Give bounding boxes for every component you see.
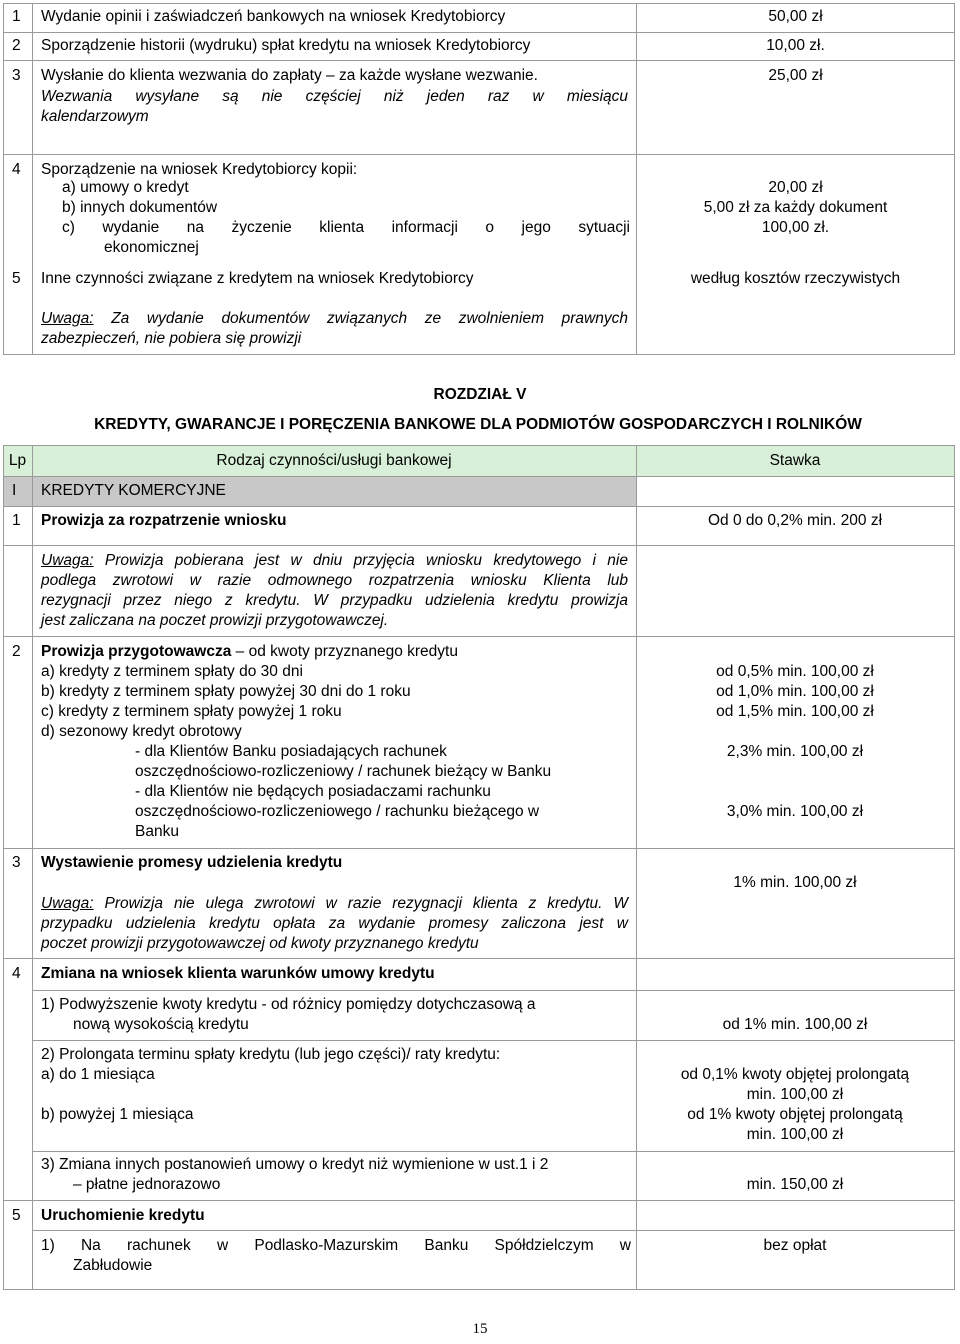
- row-number: 5: [12, 270, 21, 287]
- sub-item: 2) Prolongata terminu spłaty kredytu (lub jego części)/ raty kredytu:: [41, 1046, 501, 1063]
- sub-item: – płatne jednorazowo: [73, 1176, 221, 1193]
- rate-text: min. 100,00 zł: [746, 1126, 844, 1143]
- rate-text: od 1% min. 100,00 zł: [722, 1016, 868, 1033]
- group-number: I: [12, 482, 17, 499]
- service-title-rest: – od kwoty przyznanego kredytu: [235, 643, 458, 660]
- rate-text: 100,00 zł.: [761, 219, 830, 236]
- rate-text: od 0,5% min. 100,00 zł: [716, 663, 874, 680]
- sub-item: Banku: [135, 823, 179, 840]
- list-item: ekonomicznej: [104, 239, 199, 256]
- row-number: 4: [12, 965, 21, 982]
- rate-text: 1% min. 100,00 zł: [733, 874, 857, 891]
- list-item: c) kredyty z terminem spłaty powyżej 1 roku: [41, 703, 342, 720]
- sub-item: nową wysokością kredytu: [73, 1016, 249, 1033]
- note-line: rezygnacji przez niego z kredytu. W przypadku udzielenia kredytu prowizja: [41, 592, 628, 609]
- rate-text: od 1,5% min. 100,00 zł: [716, 703, 874, 720]
- rate-text: od 0,1% kwoty objętej prolongatą: [680, 1066, 910, 1083]
- service-title: Wystawienie promesy udzielenia kredytu: [41, 854, 343, 871]
- sub-item: a) do 1 miesiąca: [41, 1066, 155, 1083]
- rate-text: min. 100,00 zł: [746, 1086, 844, 1103]
- sub-item: oszczędnościowo-rozliczeniowego / rachunku bieżącego w: [135, 803, 540, 820]
- row-number: 1: [12, 8, 21, 25]
- note-line: zabezpieczeń, nie pobiera się prowizji: [41, 330, 302, 347]
- rate-text: 3,0% min. 100,00 zł: [726, 803, 864, 820]
- note-line: poczet prowizji przygotowawczej od kwoty przyznanego kredytu: [41, 935, 479, 952]
- rate-text: 25,00 zł: [768, 67, 823, 84]
- rate-text: od 1% kwoty objętej prolongatą: [687, 1106, 903, 1123]
- section-subtitle: KREDYTY, GWARANCJE I PORĘCZENIA BANKOWE DLA PODMIOTÓW GOSPODARCZYCH I ROLNIKÓW: [94, 416, 862, 433]
- note-line: [41, 551, 628, 571]
- list-item: d) sezonowy kredyt obrotowy: [41, 723, 242, 740]
- rate-text: 50,00 zł: [768, 8, 823, 25]
- service-title-bold: Prowizja przygotowawcza: [41, 643, 232, 660]
- sub-item: Zabłudowie: [73, 1257, 153, 1274]
- note-label: Uwaga:: [41, 552, 94, 569]
- service-title: Zmiana na wniosek klienta warunków umowy kredytu: [41, 965, 435, 982]
- row-number: 5: [12, 1207, 21, 1224]
- note-label: Uwaga:: [41, 310, 94, 327]
- note-line: jest zaliczana na poczet prowizji przygotowawczej.: [41, 612, 389, 629]
- note-label: Uwaga:: [41, 895, 94, 912]
- service-text: Wysłanie do klienta wezwania do zapłaty – za każde wysłane wezwanie.: [41, 67, 538, 84]
- rate-text: 10,00 zł.: [766, 37, 825, 54]
- sub-item: b) powyżej 1 miesiąca: [41, 1106, 194, 1123]
- rate-text: według kosztów rzeczywistych: [690, 270, 901, 287]
- sub-item: 1) Podwyższenie kwoty kredytu - od różnicy pomiędzy dotychczasową a: [41, 996, 536, 1013]
- note-line: podlega zwrotowi w razie odmownego rozpatrzenia wniosku Klienta lub: [41, 572, 628, 589]
- service-text: Sporządzenie historii (wydruku) spłat kredytu na wniosek Kredytobiorcy: [41, 37, 531, 54]
- sub-item: - dla Klientów Banku posiadających rachunek: [135, 743, 447, 760]
- rate-text: bez opłat: [763, 1237, 827, 1254]
- rate-text: 20,00 zł: [768, 179, 823, 196]
- row-number: 1: [12, 512, 21, 529]
- header-lp: Lp: [8, 452, 27, 469]
- page-number: 15: [472, 1321, 488, 1337]
- sub-item: 1) Na rachunek w Podlasko-Mazurskim Banku Spółdzielczym w: [41, 1237, 631, 1254]
- rate-text: od 1,0% min. 100,00 zł: [716, 683, 874, 700]
- list-item: b) kredyty z terminem spłaty powyżej 30 dni do 1 roku: [41, 683, 411, 700]
- service-title: Prowizja za rozpatrzenie wniosku: [41, 512, 287, 529]
- note-line: kalendarzowym: [41, 108, 149, 125]
- rate-text: 5,00 zł za każdy dokument: [703, 199, 888, 216]
- service-title: Uruchomienie kredytu: [41, 1207, 205, 1224]
- rate-text: Od 0 do 0,2% min. 200 zł: [707, 512, 883, 529]
- header-service: Rodzaj czynności/usługi bankowej: [216, 452, 452, 469]
- service-text: Sporządzenie na wniosek Kredytobiorcy kopii:: [41, 161, 358, 178]
- rate-text: 2,3% min. 100,00 zł: [726, 743, 864, 760]
- rate-text: min. 150,00 zł: [746, 1176, 844, 1193]
- service-title: [41, 642, 458, 662]
- note-line: Wezwania wysyłane są nie częściej niż jeden raz w miesiącu: [41, 88, 628, 105]
- list-item: b) innych dokumentów: [62, 199, 218, 216]
- row-number: 4: [12, 161, 21, 178]
- row-number: 2: [12, 643, 21, 660]
- sub-item: - dla Klientów nie będących posiadaczami rachunku: [135, 783, 491, 800]
- header-rate: Stawka: [769, 452, 821, 469]
- note-line: [41, 309, 628, 329]
- list-item: a) kredyty z terminem spłaty do 30 dni: [41, 663, 303, 680]
- note-line: [41, 894, 628, 914]
- row-number: 3: [12, 854, 21, 871]
- note-text: Za wydanie dokumentów związanych ze zwolnieniem prawnych: [111, 310, 628, 327]
- list-item: a) umowy o kredyt: [62, 179, 189, 196]
- note-text: Prowizja nie ulega zwrotowi w razie rezygnacji klienta z kredytu. W: [104, 895, 628, 912]
- list-item: c) wydanie na życzenie klienta informacji o jego sytuacji: [62, 219, 630, 236]
- note-text: Prowizja pobierana jest w dniu przyjęcia wniosku kredytowego i nie: [104, 552, 628, 569]
- note-line: przypadku udzielenia kredytu opłata za wydanie promesy zaliczona jest w: [41, 915, 628, 932]
- service-text: Inne czynności związane z kredytem na wniosek Kredytobiorcy: [41, 270, 474, 287]
- service-text: Wydanie opinii i zaświadczeń bankowych na wniosek Kredytobiorcy: [41, 8, 506, 25]
- sub-item: 3) Zmiana innych postanowień umowy o kredyt niż wymienione w ust.1 i 2: [41, 1156, 549, 1173]
- sub-item: oszczędnościowo-rozliczeniowy / rachunek bieżący w Banku: [135, 763, 552, 780]
- section-title: ROZDZIAŁ V: [433, 386, 527, 403]
- row-number: 3: [12, 67, 21, 84]
- group-title: KREDYTY KOMERCYJNE: [41, 482, 226, 499]
- row-number: 2: [12, 37, 21, 54]
